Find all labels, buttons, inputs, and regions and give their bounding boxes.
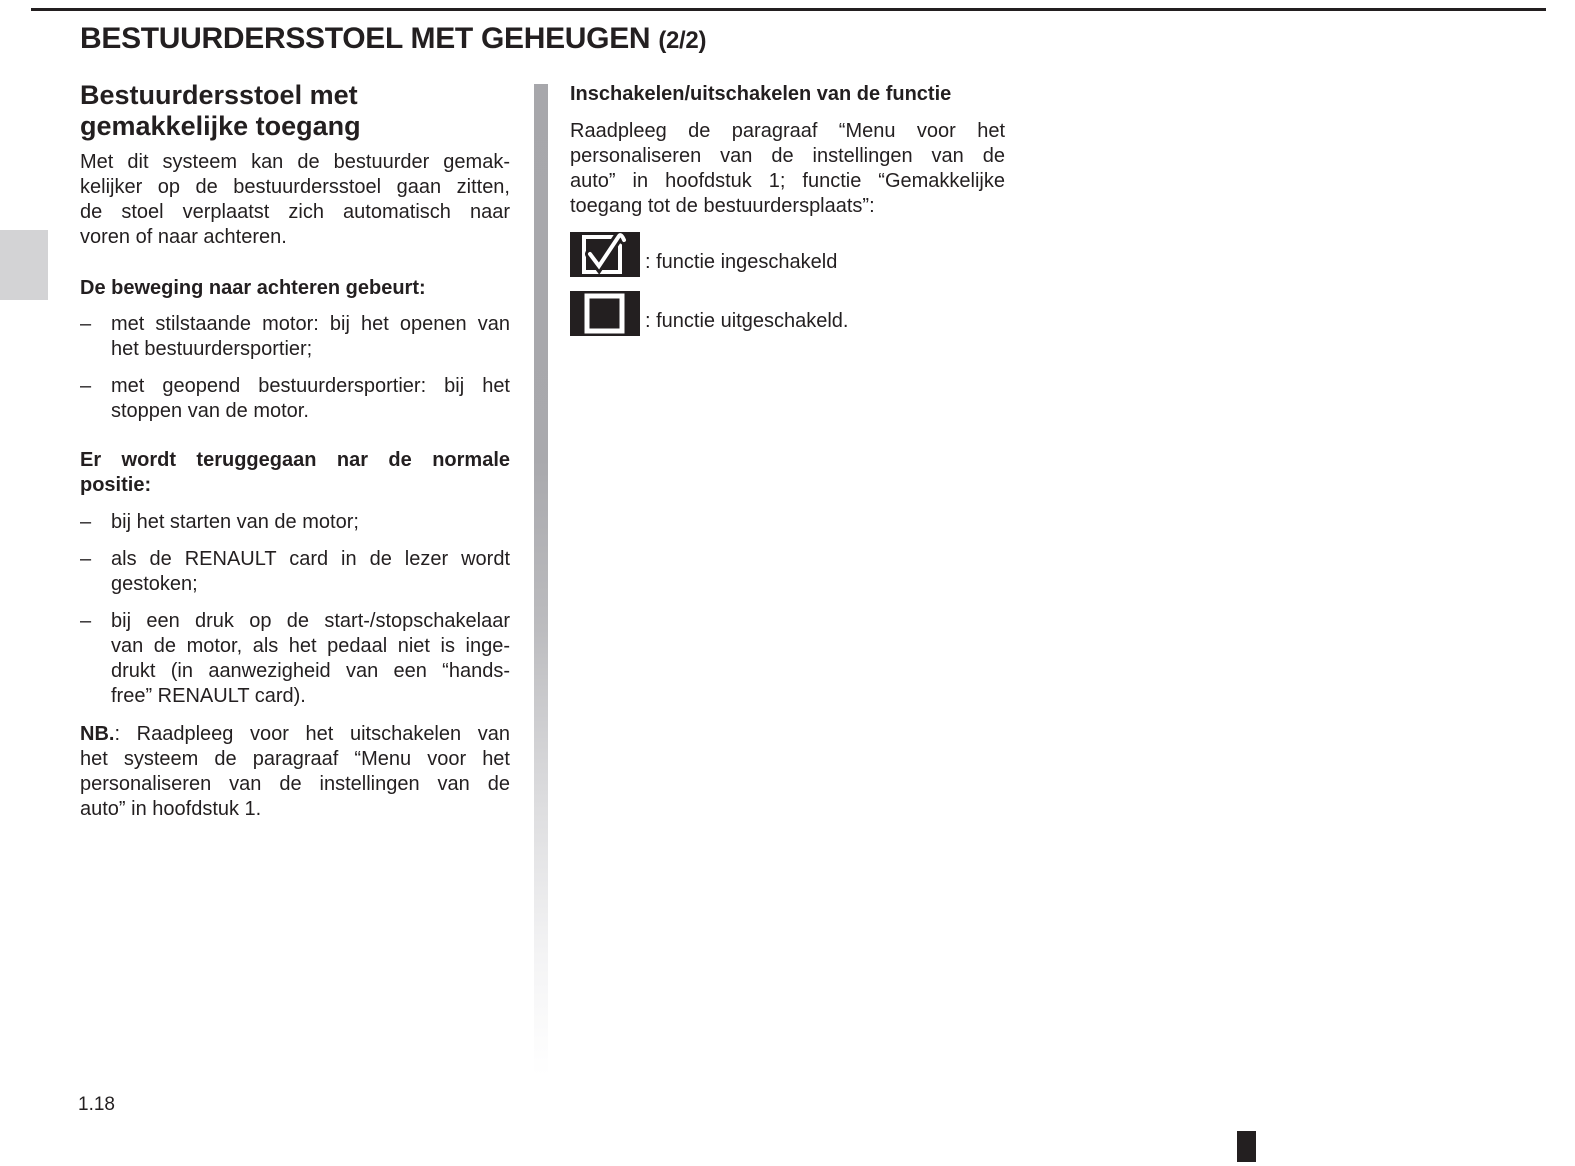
top-rule	[31, 8, 1546, 11]
chapter-edge-tab	[0, 230, 48, 300]
section-heading-easy-access: Bestuurdersstoel met gemakkelijke toegang	[80, 80, 361, 141]
page-title-text: BESTUURDERSSTOEL MET GEHEUGEN	[80, 22, 651, 55]
page-number: 1.18	[78, 1094, 115, 1115]
bullet-dash: –	[80, 511, 92, 533]
list-item	[80, 374, 510, 424]
list-item	[80, 312, 510, 362]
list-item	[80, 510, 510, 535]
subheading-return-position: Er wordt teruggegaan nar de normale positie:	[80, 449, 510, 496]
checkbox-unchecked-icon	[570, 291, 640, 336]
bullet-dash: –	[80, 610, 92, 632]
list-item-text: als de RENAULT card in de lezer wordt gestoken;	[111, 548, 510, 595]
intro-paragraph: Met dit systeem kan de bestuurder gemak- kelijker op de bestuurdersstoel gaan zitten, de stoel verplaatst zich automatisch naar voren of naar achteren.	[80, 151, 510, 248]
bullet-dash: –	[80, 548, 92, 570]
backward-bullet-list	[80, 312, 510, 436]
page-title-suffix: (2/2)	[658, 27, 707, 54]
bullet-dash: –	[80, 313, 92, 335]
bullet-dash: –	[80, 375, 92, 397]
legend-label-enabled: : functie ingeschakeld	[645, 251, 838, 273]
checkbox-checked-icon	[570, 232, 640, 277]
return-bullet-list	[80, 510, 510, 721]
legend-label-disabled: : functie uitgeschakeld.	[645, 310, 849, 332]
list-item-text: met stilstaande motor: bij het openen van het bestuurdersportier;	[111, 313, 510, 360]
list-item	[80, 547, 510, 597]
list-item	[80, 609, 510, 709]
subheading-enable-disable: Inschakelen/uitschakelen van de functie	[570, 83, 952, 105]
section-corner-mark	[1237, 1131, 1256, 1162]
legend-row-enabled	[570, 232, 1005, 277]
list-item-text: bij het starten van de motor;	[111, 511, 359, 533]
legend-row-disabled	[570, 291, 1005, 336]
column-divider	[534, 84, 548, 1076]
enable-disable-paragraph: Raadpleeg de paragraaf “Menu voor het personaliseren van de instellingen van de auto” in hoofdstuk 1; functie “Gemakkelijke toegang tot de bestuurdersplaats”:	[570, 120, 1005, 217]
subheading-backward-movement: De beweging naar achteren gebeurt:	[80, 277, 426, 299]
page-title	[80, 22, 706, 56]
list-item-text: bij een druk op de start-/stopschakelaar van de motor, als het pedaal niet is inge- drukt (in aanwezigheid van een “hands- free” RENAULT card).	[111, 610, 510, 707]
nb-note-paragraph: NB.: Raadpleeg voor het uitschakelen van het systeem de paragraaf “Menu voor het personaliseren van de instellingen van de auto” in hoofdstuk 1.	[80, 723, 510, 820]
list-item-text: met geopend bestuurdersportier: bij het stoppen van de motor.	[111, 375, 510, 422]
